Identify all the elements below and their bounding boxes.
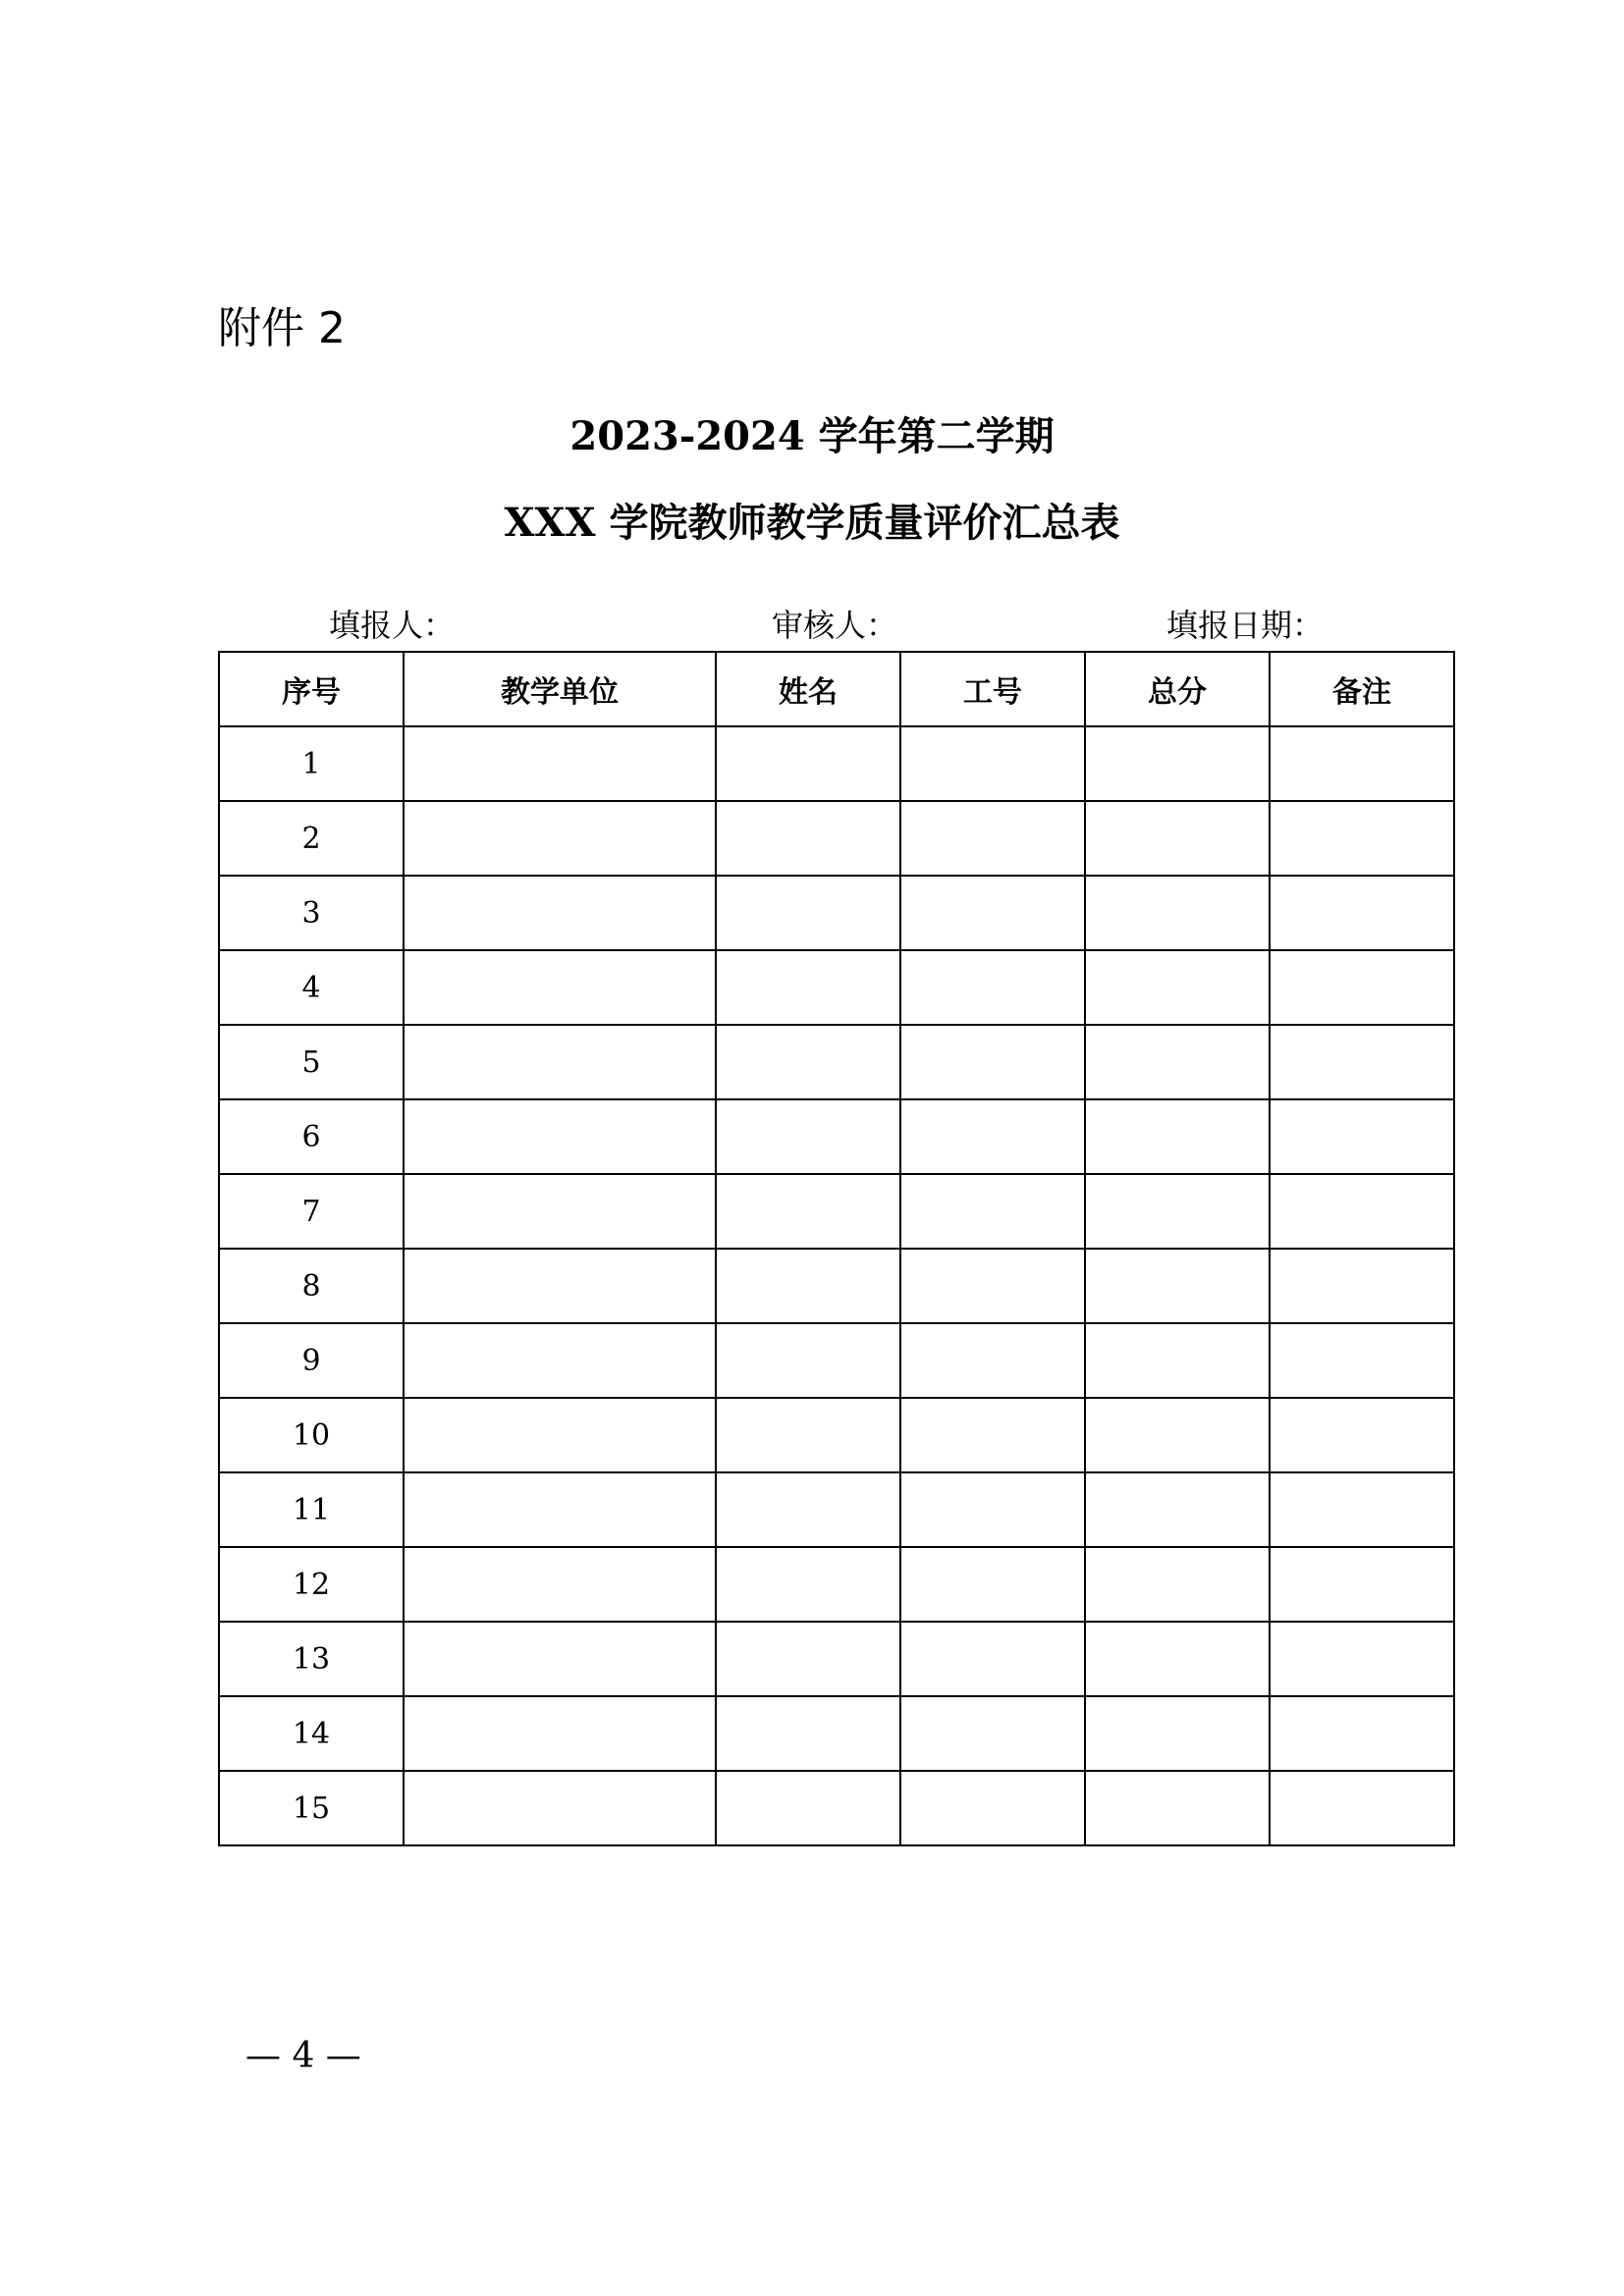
cell-remarks[interactable] <box>1270 1696 1454 1771</box>
cell-employee-id[interactable] <box>900 950 1085 1025</box>
cell-total-score[interactable] <box>1085 1025 1270 1099</box>
cell-serial-number: 6 <box>219 1099 404 1174</box>
reviewer-label: 审核人： <box>772 607 898 644</box>
cell-remarks[interactable] <box>1270 1472 1454 1547</box>
cell-name[interactable] <box>716 1174 900 1249</box>
cell-total-score[interactable] <box>1085 1398 1270 1472</box>
cell-name[interactable] <box>716 801 900 876</box>
cell-remarks[interactable] <box>1270 1099 1454 1174</box>
cell-serial-number: 8 <box>219 1249 404 1323</box>
table-row <box>219 1025 1454 1099</box>
cell-total-score[interactable] <box>1085 1547 1270 1622</box>
cell-employee-id[interactable] <box>900 1323 1085 1398</box>
cell-remarks[interactable] <box>1270 1547 1454 1622</box>
cell-teaching-unit[interactable] <box>404 1323 716 1398</box>
cell-serial-number: 5 <box>219 1025 404 1099</box>
cell-remarks[interactable] <box>1270 1025 1454 1099</box>
table-row <box>219 1696 1454 1771</box>
cell-employee-id[interactable] <box>900 726 1085 801</box>
cell-employee-id[interactable] <box>900 1174 1085 1249</box>
cell-name[interactable] <box>716 1398 900 1472</box>
table-row <box>219 1398 1454 1472</box>
cell-teaching-unit[interactable] <box>404 801 716 876</box>
cell-remarks[interactable] <box>1270 801 1454 876</box>
cell-serial-number: 15 <box>219 1771 404 1845</box>
cell-total-score[interactable] <box>1085 801 1270 876</box>
table-row <box>219 1472 1454 1547</box>
cell-employee-id[interactable] <box>900 876 1085 950</box>
page-number: — 4 — <box>245 2036 361 2076</box>
cell-serial-number: 13 <box>219 1622 404 1696</box>
cell-name[interactable] <box>716 726 900 801</box>
cell-name[interactable] <box>716 1472 900 1547</box>
table-row <box>219 1099 1454 1174</box>
header-serial-number: 序号 <box>219 652 404 726</box>
cell-total-score[interactable] <box>1085 1696 1270 1771</box>
reporter-label: 填报人： <box>329 607 456 644</box>
cell-teaching-unit[interactable] <box>404 876 716 950</box>
cell-serial-number: 9 <box>219 1323 404 1398</box>
cell-total-score[interactable] <box>1085 1099 1270 1174</box>
table-row <box>219 876 1454 950</box>
table-header-row <box>219 652 1454 726</box>
cell-name[interactable] <box>716 1025 900 1099</box>
cell-employee-id[interactable] <box>900 1547 1085 1622</box>
cell-serial-number: 2 <box>219 801 404 876</box>
header-remarks: 备注 <box>1270 652 1454 726</box>
table-row <box>219 1249 1454 1323</box>
cell-serial-number: 11 <box>219 1472 404 1547</box>
cell-name[interactable] <box>716 950 900 1025</box>
cell-teaching-unit[interactable] <box>404 1025 716 1099</box>
cell-teaching-unit[interactable] <box>404 1099 716 1174</box>
table-row <box>219 1547 1454 1622</box>
table-row <box>219 950 1454 1025</box>
cell-total-score[interactable] <box>1085 1323 1270 1398</box>
cell-total-score[interactable] <box>1085 1771 1270 1845</box>
cell-employee-id[interactable] <box>900 1249 1085 1323</box>
table-body <box>219 726 1454 1845</box>
table-row <box>219 1622 1454 1696</box>
header-total-score: 总分 <box>1085 652 1270 726</box>
cell-remarks[interactable] <box>1270 1323 1454 1398</box>
cell-serial-number: 3 <box>219 876 404 950</box>
cell-employee-id[interactable] <box>900 1622 1085 1696</box>
cell-employee-id[interactable] <box>900 1025 1085 1099</box>
cell-teaching-unit[interactable] <box>404 1398 716 1472</box>
cell-total-score[interactable] <box>1085 1174 1270 1249</box>
cell-teaching-unit[interactable] <box>404 1547 716 1622</box>
cell-teaching-unit[interactable] <box>404 1174 716 1249</box>
cell-remarks[interactable] <box>1270 1771 1454 1845</box>
cell-total-score[interactable] <box>1085 726 1270 801</box>
cell-teaching-unit[interactable] <box>404 1771 716 1845</box>
document-title-term: 2023-2024 学年第二学期 <box>569 413 1055 459</box>
cell-serial-number: 7 <box>219 1174 404 1249</box>
cell-teaching-unit[interactable] <box>404 1622 716 1696</box>
cell-total-score[interactable] <box>1085 1249 1270 1323</box>
table-row <box>219 726 1454 801</box>
cell-name[interactable] <box>716 1099 900 1174</box>
cell-employee-id[interactable] <box>900 1771 1085 1845</box>
cell-name[interactable] <box>716 1323 900 1398</box>
cell-employee-id[interactable] <box>900 801 1085 876</box>
cell-remarks[interactable] <box>1270 876 1454 950</box>
cell-name[interactable] <box>716 876 900 950</box>
cell-remarks[interactable] <box>1270 726 1454 801</box>
header-employee-id: 工号 <box>900 652 1085 726</box>
cell-remarks[interactable] <box>1270 950 1454 1025</box>
cell-total-score[interactable] <box>1085 1622 1270 1696</box>
fill-date-label: 填报日期： <box>1166 607 1325 644</box>
cell-name[interactable] <box>716 1771 900 1845</box>
cell-name[interactable] <box>716 1622 900 1696</box>
document-title-form: XXX 学院教师教学质量评价汇总表 <box>504 500 1120 546</box>
evaluation-summary-table <box>218 651 1455 1846</box>
cell-teaching-unit[interactable] <box>404 1472 716 1547</box>
cell-name[interactable] <box>716 1696 900 1771</box>
header-name: 姓名 <box>716 652 900 726</box>
cell-employee-id[interactable] <box>900 1472 1085 1547</box>
cell-teaching-unit[interactable] <box>404 1249 716 1323</box>
attachment-label: 附件 2 <box>218 303 346 353</box>
cell-employee-id[interactable] <box>900 1696 1085 1771</box>
cell-remarks[interactable] <box>1270 1174 1454 1249</box>
cell-total-score[interactable] <box>1085 876 1270 950</box>
cell-serial-number: 10 <box>219 1398 404 1472</box>
cell-teaching-unit[interactable] <box>404 950 716 1025</box>
cell-serial-number: 4 <box>219 950 404 1025</box>
cell-serial-number: 14 <box>219 1696 404 1771</box>
cell-name[interactable] <box>716 1547 900 1622</box>
cell-total-score[interactable] <box>1085 1472 1270 1547</box>
cell-remarks[interactable] <box>1270 1622 1454 1696</box>
table-row <box>219 1174 1454 1249</box>
cell-remarks[interactable] <box>1270 1398 1454 1472</box>
cell-total-score[interactable] <box>1085 950 1270 1025</box>
cell-teaching-unit[interactable] <box>404 726 716 801</box>
table-row <box>219 1771 1454 1845</box>
cell-serial-number: 12 <box>219 1547 404 1622</box>
header-teaching-unit: 教学单位 <box>404 652 716 726</box>
cell-employee-id[interactable] <box>900 1398 1085 1472</box>
table-row <box>219 1323 1454 1398</box>
cell-serial-number: 1 <box>219 726 404 801</box>
cell-employee-id[interactable] <box>900 1099 1085 1174</box>
cell-teaching-unit[interactable] <box>404 1696 716 1771</box>
table-row <box>219 801 1454 876</box>
cell-name[interactable] <box>716 1249 900 1323</box>
cell-remarks[interactable] <box>1270 1249 1454 1323</box>
